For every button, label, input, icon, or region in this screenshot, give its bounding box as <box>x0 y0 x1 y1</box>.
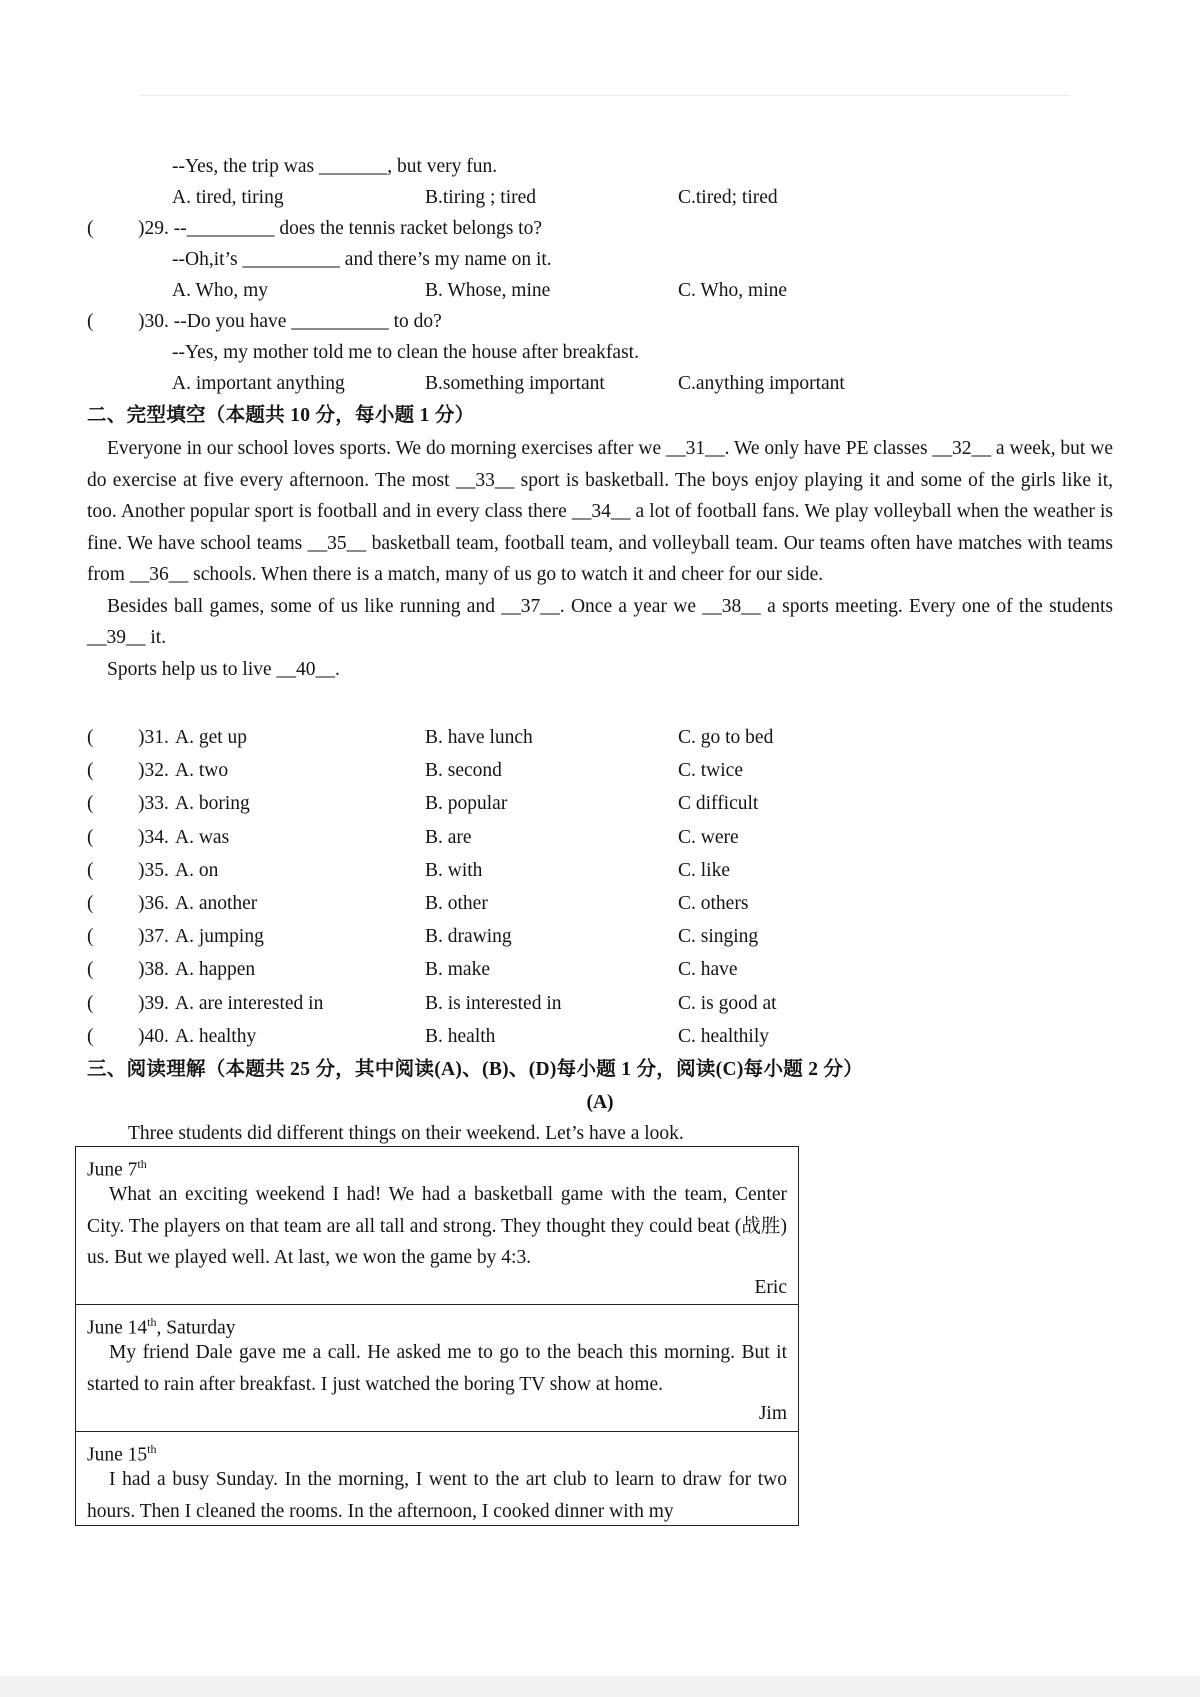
entry-text: My friend Dale gave me a call. He asked me to go to the beach this morning. But it started to rain after breakfast. I just watched the boring TV show at home. <box>87 1342 787 1395</box>
question-number: )38. <box>138 959 169 981</box>
answer-paren: ( <box>87 826 94 848</box>
option-a: A. healthy <box>175 1025 257 1047</box>
cloze-question-row <box>0 922 1200 952</box>
reading-a-intro: Three students did different things on their weekend. Let’s have a look. <box>128 1123 684 1144</box>
option-c: C. others <box>678 893 749 914</box>
question-number: )35. <box>138 859 169 881</box>
answer-paren: ( <box>87 859 94 881</box>
q30-option-b: B.something important <box>425 373 605 394</box>
answer-paren: ( <box>87 311 94 332</box>
option-c: C difficult <box>678 793 759 815</box>
entry-author: Eric <box>754 1277 787 1298</box>
cloze-paragraph-2: Besides ball games, some of us like running and __37__. Once a year we __38__ a sports meeting. Every one of the students __39__ it. <box>87 595 1113 648</box>
cloze-question-row <box>0 955 1200 985</box>
q29-options <box>0 276 1200 306</box>
question-number: )31. <box>138 727 169 748</box>
entry-date: June 15th <box>87 1442 157 1466</box>
reading-a-label-row <box>0 1088 1200 1118</box>
answer-paren: ( <box>87 1025 94 1047</box>
option-b: B. with <box>425 859 483 881</box>
diary-entry <box>76 1147 798 1305</box>
q30-question: )30. --Do you have __________ to do? <box>138 311 442 332</box>
question-number: )34. <box>138 826 169 848</box>
cloze-question-row <box>0 789 1200 819</box>
section3-heading: 三、阅读理解（本题共 25 分，其中阅读(A)、(B)、(D)每小题 1 分，阅读(C)每小题 2 分） <box>87 1059 864 1080</box>
option-c: C. were <box>678 826 739 848</box>
question-number: )40. <box>138 1025 169 1047</box>
cloze-paragraph-3: Sports help us to live __40__. <box>107 658 340 680</box>
option-a: A. jumping <box>175 926 264 948</box>
option-a: A. two <box>175 760 229 782</box>
option-c: C. singing <box>678 926 759 948</box>
answer-paren: ( <box>87 727 94 748</box>
entry-author: Jim <box>758 1403 787 1424</box>
option-a: A. get up <box>175 727 248 748</box>
diary-table <box>75 1146 799 1526</box>
option-b: B. second <box>425 760 502 782</box>
section2-heading: 二、完型填空（本题共 10 分，每小题 1 分） <box>87 405 475 426</box>
section3-heading-row <box>0 1055 1200 1085</box>
q29-option-a: A. Who, my <box>172 280 269 301</box>
q30-reply-line: --Yes, my mother told me to clean the house after breakfast. <box>172 342 639 363</box>
answer-paren: ( <box>87 926 94 948</box>
q28-dialog-line: --Yes, the trip was _______, but very fun. <box>172 156 498 177</box>
q29-option-b: B. Whose, mine <box>425 280 551 301</box>
option-c: C. healthily <box>678 1025 769 1047</box>
question-number: )32. <box>138 760 169 782</box>
option-c: C. is good at <box>678 992 777 1014</box>
q28-option-b: B.tiring ; tired <box>425 187 537 208</box>
cloze-passage <box>87 433 1113 685</box>
entry-date: June 7th <box>87 1157 147 1181</box>
q29-option-c: C. Who, mine <box>678 280 788 301</box>
option-b: B. drawing <box>425 926 512 948</box>
q28-options <box>0 183 1200 213</box>
page-bottom-edge <box>0 1676 1200 1697</box>
option-c: C. have <box>678 959 738 981</box>
question-number: )33. <box>138 793 169 815</box>
option-b: B. make <box>425 959 490 981</box>
answer-paren: ( <box>87 760 94 782</box>
diary-entry <box>76 1305 798 1432</box>
option-c: C. go to bed <box>678 727 774 748</box>
q30-reply <box>0 338 1200 368</box>
reading-a-intro-row <box>0 1119 1200 1149</box>
q30-option-a: A. important anything <box>172 373 345 394</box>
q28-dialog <box>0 152 1200 182</box>
entry-text: I had a busy Sunday. In the morning, I went to the art club to learn to draw for two hours. Then I cleaned the rooms. In the afternoon, I cooked dinner with my <box>87 1469 787 1522</box>
q29-reply <box>0 245 1200 275</box>
answer-paren: ( <box>87 959 94 981</box>
diary-entry <box>76 1432 798 1525</box>
option-a: A. happen <box>175 959 256 981</box>
option-c: C. like <box>678 859 730 881</box>
option-b: B. have lunch <box>425 727 533 748</box>
q29-reply-line: --Oh,it’s __________ and there’s my name on it. <box>172 249 552 270</box>
cloze-paragraph-1: Everyone in our school loves sports. We do morning exercises after we __31__. We only have PE classes __32__ a week, but we do exercise at five every afternoon. The most __33__ sport is basketball. The boys enjoy playing it and some of the girls like it, too. Another popular sport is football and in every class there __34__ a lot of football fans. We play volleyball when the weather is fine. We have school teams __35__ basketball team, football team, and volleyball team. Our teams often have matches with teams from __36__ schools. When there is a match, many of us go to watch it and cheer for our side. <box>87 438 1113 585</box>
option-b: B. health <box>425 1025 496 1047</box>
cloze-question-row <box>0 1022 1200 1052</box>
q30-options <box>0 369 1200 399</box>
option-a: A. another <box>175 893 258 914</box>
q30-option-c: C.anything important <box>678 373 845 394</box>
answer-paren: ( <box>87 218 94 239</box>
question-number: )36. <box>138 893 169 914</box>
cloze-question-row <box>0 723 1200 753</box>
reading-a-label: (A) <box>586 1092 614 1113</box>
section2-heading-row <box>0 401 1200 431</box>
option-a: A. boring <box>175 793 250 815</box>
cloze-question-row <box>0 756 1200 786</box>
q29-stem <box>0 214 1200 244</box>
answer-paren: ( <box>87 893 94 914</box>
option-b: B. are <box>425 826 472 848</box>
cloze-question-row <box>0 823 1200 853</box>
top-rule <box>140 95 1070 96</box>
entry-text: What an exciting weekend I had! We had a basketball game with the team, Center City. The players on that team are all tall and strong. They thought they could beat (战胜) us. But we played well. At last, we won the game by 4:3. <box>87 1184 787 1268</box>
answer-paren: ( <box>87 793 94 815</box>
cloze-question-row <box>0 989 1200 1019</box>
option-b: B. other <box>425 893 488 914</box>
option-a: A. are interested in <box>175 992 324 1014</box>
q29-question: )29. --_________ does the tennis racket belongs to? <box>138 218 542 239</box>
option-b: B. popular <box>425 793 508 815</box>
option-a: A. on <box>175 859 219 881</box>
option-b: B. is interested in <box>425 992 562 1014</box>
cloze-question-row <box>0 889 1200 919</box>
question-number: )37. <box>138 926 169 948</box>
cloze-question-row <box>0 856 1200 886</box>
question-number: )39. <box>138 992 169 1014</box>
option-a: A. was <box>175 826 230 848</box>
answer-paren: ( <box>87 992 94 1014</box>
q28-option-c: C.tired; tired <box>678 187 778 208</box>
q30-stem <box>0 307 1200 337</box>
entry-date: June 14th, Saturday <box>87 1315 236 1339</box>
option-c: C. twice <box>678 760 743 782</box>
q28-option-a: A. tired, tiring <box>172 187 284 208</box>
